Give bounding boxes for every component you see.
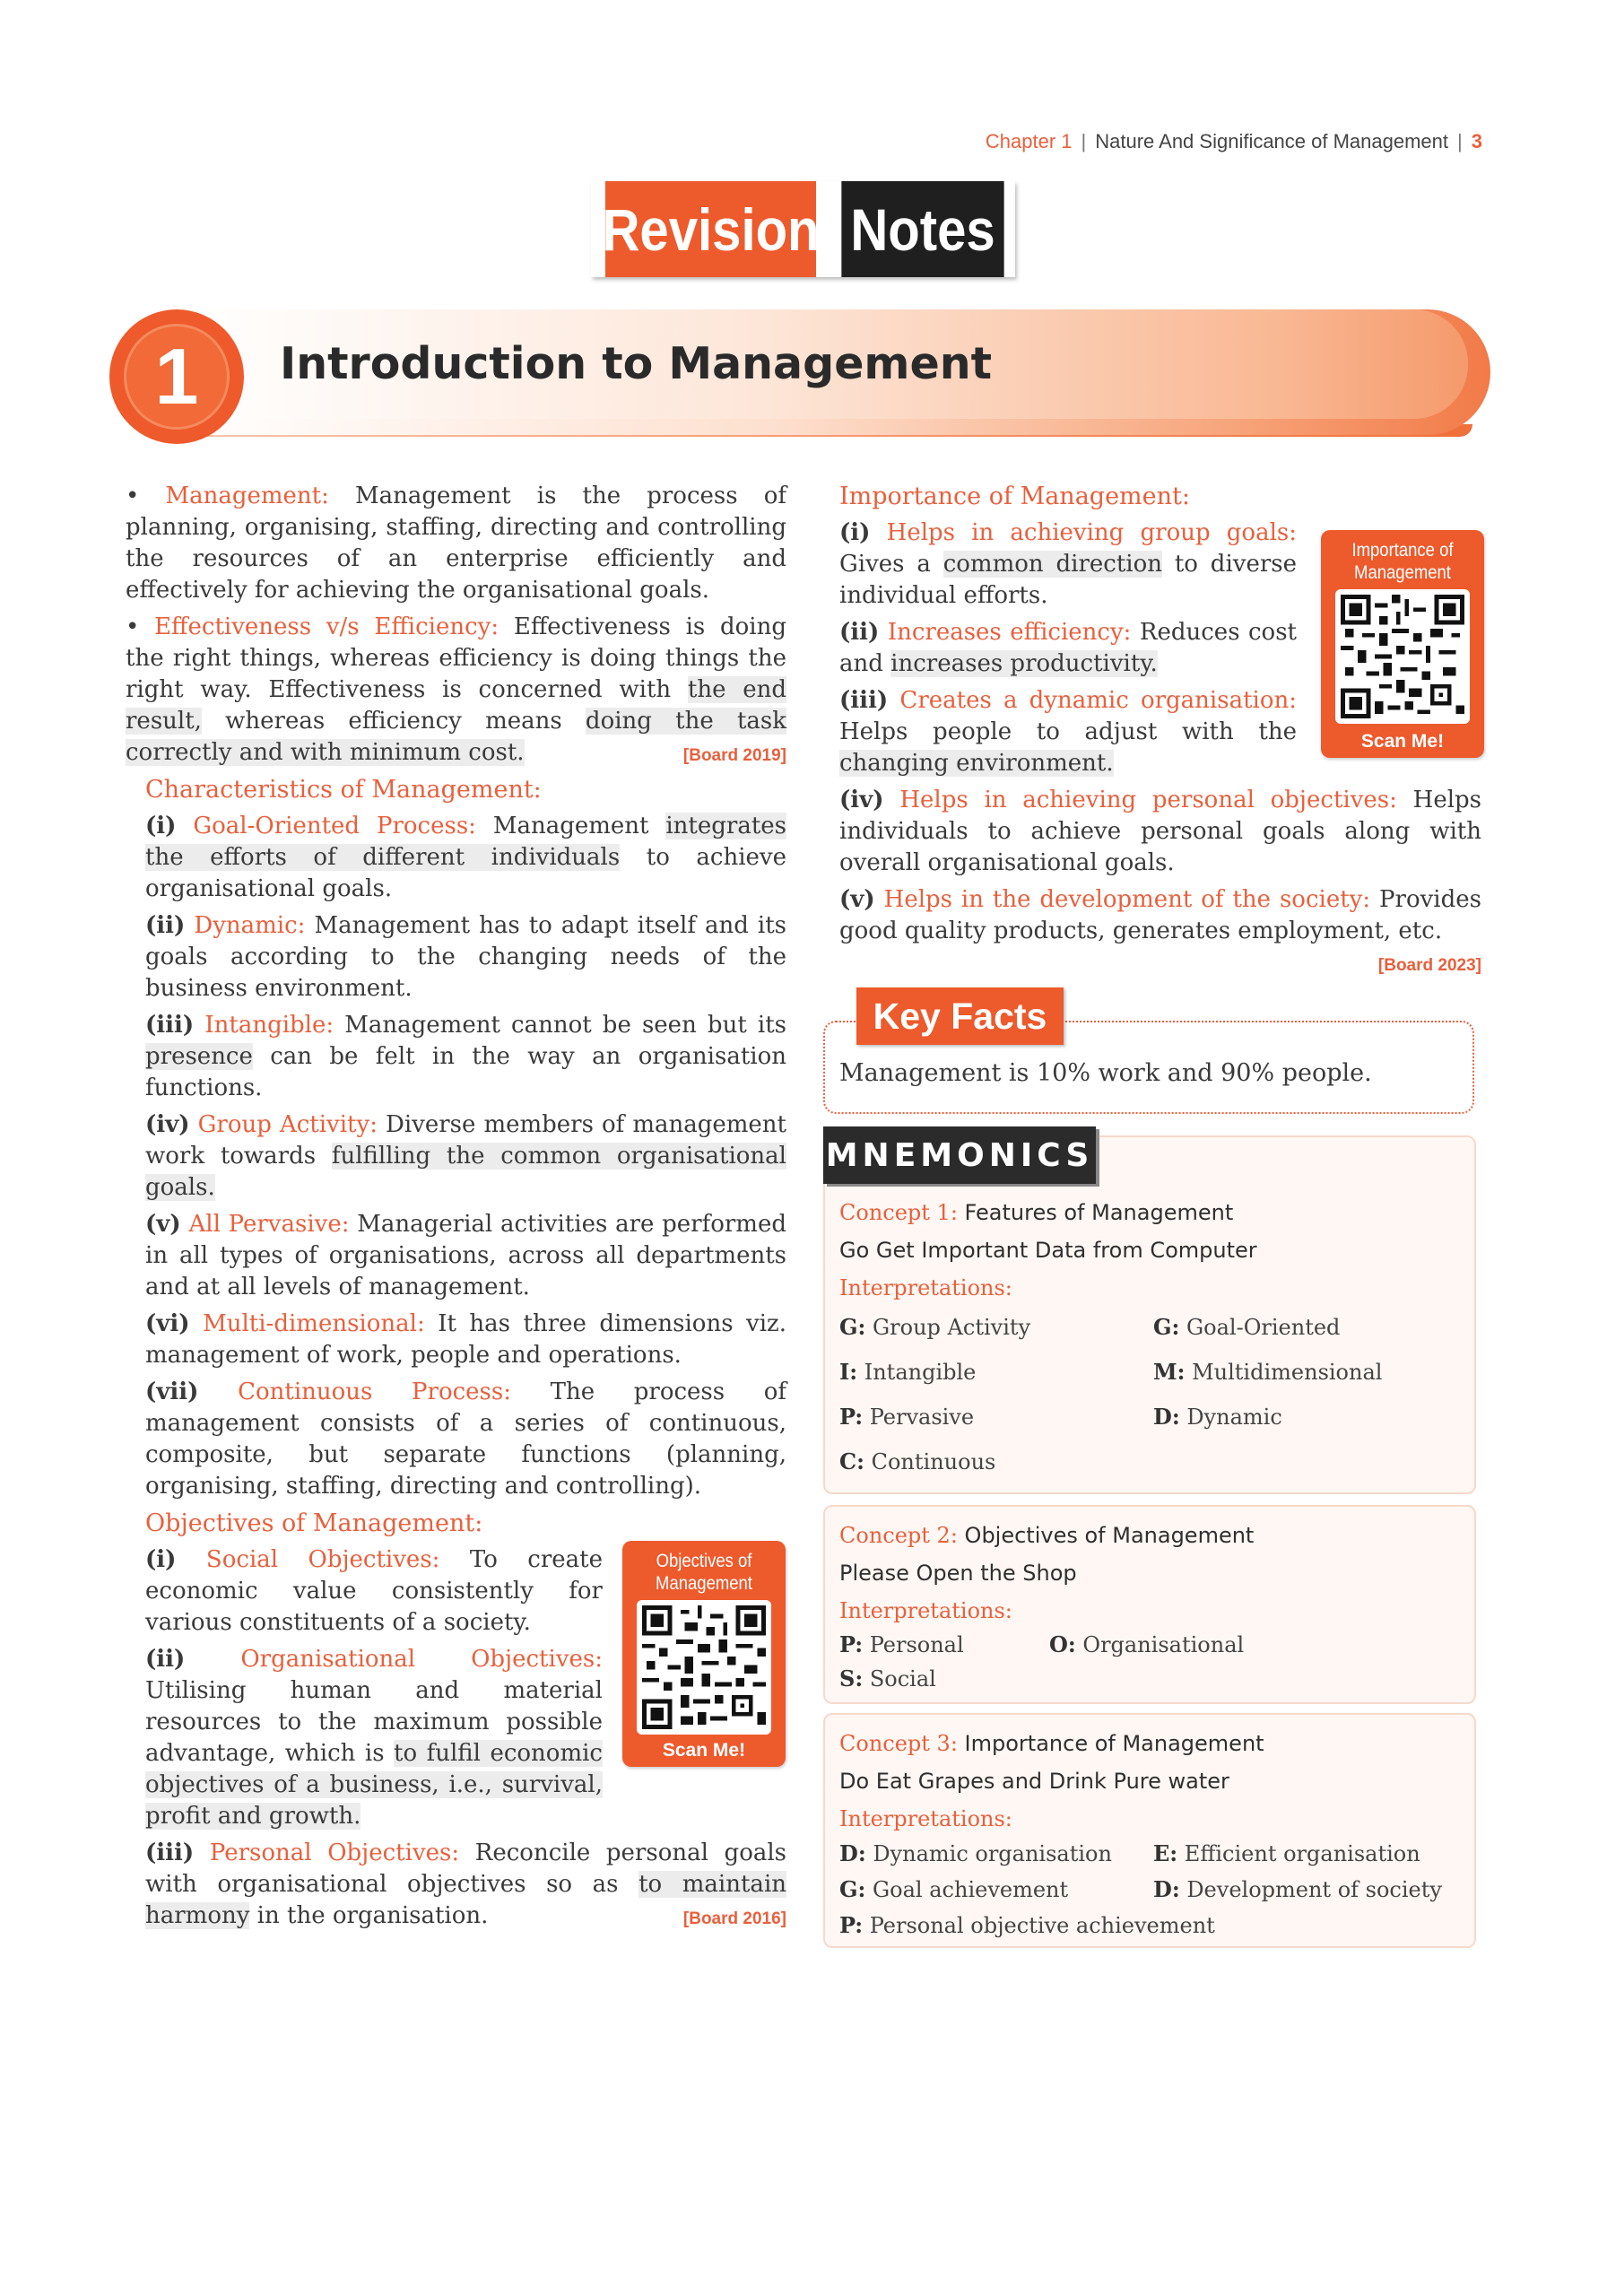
mnemonic-phrase: Please Open the Shop (839, 1561, 1077, 1586)
imp-item: (i) Helps in achieving group goals: Gives a common direction to diverse individual efforts. (839, 519, 1297, 609)
chapter-label: Chapter 1 (985, 130, 1073, 152)
interpretations-label: Interpretations: (839, 1598, 1012, 1623)
qr-card-objectives[interactable]: Objectives of Management Scan Me! (622, 1541, 786, 1767)
objectives-heading: Objectives of Management: (145, 1509, 483, 1537)
badge-right: Notes (841, 181, 1003, 277)
char-item: (i) Goal-Oriented Process: Management integrates the efforts of different individuals to achieve organisational goals. (145, 813, 787, 902)
section-number-circle: 1 (109, 309, 244, 444)
badge-left: Revision (605, 181, 816, 277)
section-banner (109, 309, 1490, 444)
list-item: P: Personal (839, 1631, 964, 1657)
obj-item: (iii) Personal Objectives: Reconcile personal goals with organisational objectives so as to maintain harmony in the organisation. [Board 2016] (145, 1838, 786, 1932)
mnemonic-phrase: Do Eat Grapes and Drink Pure water (839, 1769, 1229, 1794)
para-effectiveness: • Effectiveness v/s Efficiency: Effectiveness is doing the right things, whereas efficiency is doing things the right way. Effectiveness is concerned with the end result, whereas efficiency means doing the task correctly and with minimum cost. [Board 2019] (126, 612, 786, 769)
list-item: P: Personal objective achievement (839, 1912, 1215, 1938)
importance-heading: Importance of Management: (839, 483, 1190, 510)
interpretations-label: Interpretations: (839, 1275, 1012, 1300)
key-facts-label: Key Facts (856, 987, 1064, 1045)
list-item: O: Organisational (1049, 1631, 1245, 1657)
chapter-title: Nature And Significance of Management (1095, 130, 1449, 152)
char-item: (vii) Continuous Process: The process of management consists of a series of continuous, composite, but separate functions (planning, organising, staffing, directing and controlling). (145, 1378, 787, 1500)
interpretations-label: Interpretations: (839, 1806, 1012, 1831)
char-item: (iii) Intangible: Management cannot be seen but its presence can be felt in the way an organisation functions. (145, 1012, 786, 1101)
board-tag: [Board 2016] (682, 1909, 786, 1928)
board-tag: [Board 2023] (1377, 956, 1481, 975)
list-item: D: Development of society (1153, 1876, 1442, 1902)
para-management: • Management: Management is the process of planning, organising, staffing, directing and controlling the resources of an enterprise efficiently and effectively for achieving the organisational goals. (126, 483, 786, 604)
qr-code-icon[interactable] (637, 1600, 771, 1735)
mnemonic-phrase: Go Get Important Data from Computer (839, 1238, 1257, 1263)
list-item: G: Goal achievement (839, 1876, 1069, 1902)
mnemonic-concept-3: Concept 3: Importance of Management Do Eat Grapes and Drink Pure water Interpretations: D: Dynamic organisation E: Efficient organisation G: Goal achievement D: Development of society P: Personal objective achievement (823, 1713, 1476, 1948)
list-item: S: Social (839, 1665, 936, 1692)
obj-item: (ii) Organisational Objectives: Utilising human and material resources to the maximum possible advantage, which is to fulfil economic objectives of a business, i.e., survival, profit and growth. (145, 1646, 604, 1830)
list-item: E: Efficient organisation (1153, 1840, 1420, 1866)
imp-item: (iv) Helps in achieving personal objectives: Helps individuals to achieve personal goals along with overall organisational goals. (839, 787, 1482, 876)
obj-item: (i) Social Objectives: To create economic value consistently for various constituents of a society. (145, 1546, 603, 1636)
list-item: G: Group Activity (839, 1314, 1031, 1340)
imp-item: (v) Helps in the development of the society: Provides good quality products, generates employment, etc. [Board 2023] (839, 884, 1481, 947)
page-number: 3 (1471, 130, 1482, 152)
char-item: (v) All Pervasive: Managerial activities are performed in all types of organisations, across all departments and at all levels of management. (145, 1211, 786, 1300)
qr-card-importance[interactable]: Importance of Management Scan Me! (1321, 530, 1484, 758)
running-header: Chapter 1 | Nature And Significance of Management | 3 (985, 130, 1482, 152)
char-item: (vi) Multi-dimensional: It has three dimensions viz. management of work, people and operations. (145, 1310, 787, 1369)
list-item: M: Multidimensional (1153, 1359, 1383, 1385)
revision-notes-badge (591, 181, 1015, 277)
interpretations-grid (839, 1836, 1460, 1944)
imp-item: (iii) Creates a dynamic organisation: Helps people to adjust with the changing environment. (839, 687, 1297, 777)
board-tag: [Board 2019] (682, 746, 786, 765)
char-item: (iv) Group Activity: Diverse members of management work towards fulfilling the common organisational goals. (145, 1111, 787, 1201)
mnemonics-label: MNEMONICS (823, 1126, 1096, 1184)
interpretations-grid (839, 1305, 1460, 1484)
qr-code-icon[interactable] (1335, 589, 1470, 724)
imp-item: (ii) Increases efficiency: Reduces cost and increases productivity. (839, 619, 1297, 677)
scan-me-label: Scan Me! (662, 1740, 746, 1761)
key-facts-text: Management is 10% work and 90% people. (839, 1059, 1372, 1087)
section-title: Introduction to Management (280, 338, 993, 389)
list-item: D: Dynamic (1153, 1404, 1282, 1430)
list-item: P: Pervasive (839, 1404, 975, 1430)
interpretations-grid (839, 1628, 1460, 1696)
mnemonic-concept-1: Concept 1: Features of Management Go Get Important Data from Computer Interpretations: G: Group Activity G: Goal-Oriented I: Intangible M: Multidimensional P: Pervasive D: Dynamic C: Continuous (823, 1135, 1476, 1494)
scan-me-label: Scan Me! (1360, 731, 1445, 752)
list-item: G: Goal-Oriented (1153, 1314, 1341, 1340)
characteristics-heading: Characteristics of Management: (145, 776, 542, 804)
list-item: I: Intangible (839, 1359, 977, 1385)
list-item: C: Continuous (839, 1448, 996, 1474)
mnemonic-concept-2: Concept 2: Objectives of Management Please Open the Shop Interpretations: P: Personal O: Organisational S: Social (823, 1505, 1476, 1704)
char-item: (ii) Dynamic: Management has to adapt itself and its goals according to the changing needs of the business environment. (145, 912, 787, 1002)
list-item: D: Dynamic organisation (839, 1840, 1112, 1866)
